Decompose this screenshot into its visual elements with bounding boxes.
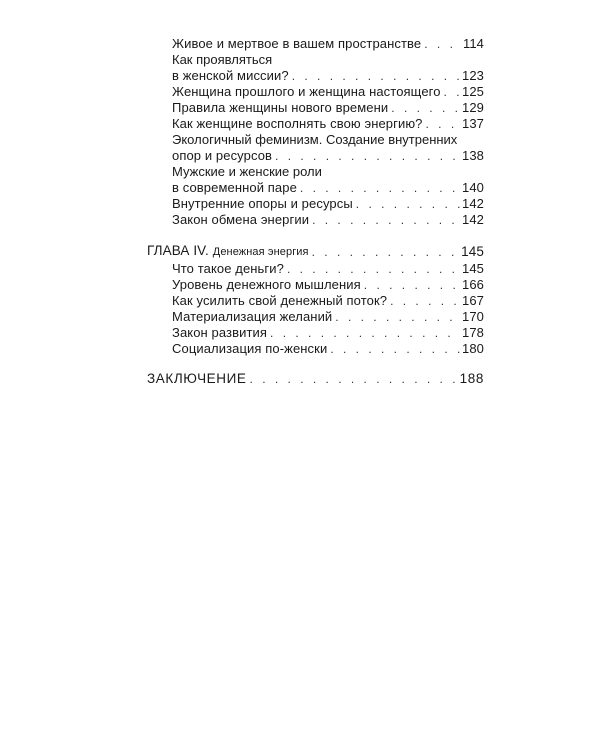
dot-leader — [424, 36, 461, 52]
toc-entry-title: Уровень денежного мышления — [172, 277, 361, 292]
toc-chapter-heading — [147, 243, 484, 260]
dot-leader — [275, 148, 460, 164]
toc-page-number: 140 — [462, 180, 484, 195]
toc-page-number: 167 — [462, 293, 484, 308]
toc-entry — [172, 68, 484, 84]
toc-entry — [172, 293, 484, 309]
dot-leader — [312, 212, 460, 228]
toc-page-number: 145 — [461, 244, 484, 259]
dot-leader — [312, 244, 460, 260]
toc-entry-title: Закон развития — [172, 325, 268, 340]
toc-entry-title: Как усилить свой денежный поток? — [172, 293, 388, 308]
toc-entry-title: в современной паре — [172, 180, 297, 195]
chapter-title — [147, 243, 309, 260]
dot-leader — [356, 196, 460, 212]
toc-entry-title: Материализация желаний — [172, 309, 333, 324]
dot-leader — [270, 325, 460, 341]
dot-leader — [426, 116, 460, 132]
dot-leader — [390, 293, 460, 309]
dot-leader — [335, 309, 460, 325]
toc-entry-title-line: Экологичный феминизм. Создание внутренних — [172, 132, 458, 147]
toc-entry-title: Живое и мертвое в вашем пространстве — [172, 36, 422, 51]
toc-page-number: 145 — [462, 261, 484, 276]
toc-entry — [172, 84, 484, 100]
toc-entry — [172, 341, 484, 357]
toc-page-number: 125 — [462, 84, 484, 99]
dot-leader — [292, 68, 460, 84]
toc-entry-title: Закон обмена энергии — [172, 212, 310, 227]
toc-page-number: 170 — [462, 309, 484, 324]
toc-entry — [172, 196, 484, 212]
toc-entry — [172, 116, 484, 132]
dot-leader — [300, 180, 460, 196]
toc-entry — [172, 36, 484, 52]
toc-entry-title: Социализация по-женски — [172, 341, 328, 356]
toc-entry-title: Как женщине восполнять свою энергию? — [172, 116, 423, 131]
toc-entry — [172, 100, 484, 116]
toc-entry-title-line: Как проявляться — [172, 52, 273, 67]
dot-leader — [391, 100, 460, 116]
toc-page-number: 142 — [462, 212, 484, 227]
toc-entry — [172, 325, 484, 341]
toc-entry-title: Что такое деньги? — [172, 261, 284, 276]
toc-entry-title: в женской миссии? — [172, 68, 289, 83]
toc-entry — [172, 212, 484, 228]
chapter-label: ГЛАВА IV. — [147, 243, 209, 258]
toc-entry — [172, 277, 484, 293]
dot-leader — [330, 341, 460, 357]
toc-page-number: 142 — [462, 196, 484, 211]
toc-conclusion — [147, 371, 484, 387]
dot-leader — [364, 277, 460, 293]
toc-page-number: 138 — [462, 148, 484, 163]
toc-page-number: 129 — [462, 100, 484, 115]
toc-page-number: 166 — [462, 277, 484, 292]
conclusion-title: ЗАКЛЮЧЕНИЕ — [147, 371, 247, 386]
toc-page-number: 123 — [462, 68, 484, 83]
toc-entry — [172, 261, 484, 277]
toc-entry — [172, 180, 484, 196]
toc-page-number: 188 — [459, 371, 484, 386]
toc-page-number: 178 — [462, 325, 484, 340]
dot-leader — [250, 371, 458, 387]
dot-leader — [444, 84, 460, 100]
toc-entry-title: Правила женщины нового времени — [172, 100, 389, 115]
toc-entry — [172, 148, 484, 164]
toc-page-number: 180 — [462, 341, 484, 356]
toc-entry-title: Внутренние опоры и ресурсы — [172, 196, 353, 211]
toc-entry-title: опор и ресурсов — [172, 148, 273, 163]
dot-leader — [287, 261, 460, 277]
toc-entry — [172, 309, 484, 325]
chapter-name: Денежная энергия — [212, 246, 309, 258]
toc-page-number: 137 — [462, 116, 484, 131]
toc-page-number: 114 — [462, 36, 484, 51]
toc-entry-title-line: Мужские и женские роли — [172, 164, 322, 179]
toc-entry-title: Женщина прошлого и женщина настоящего — [172, 84, 441, 99]
